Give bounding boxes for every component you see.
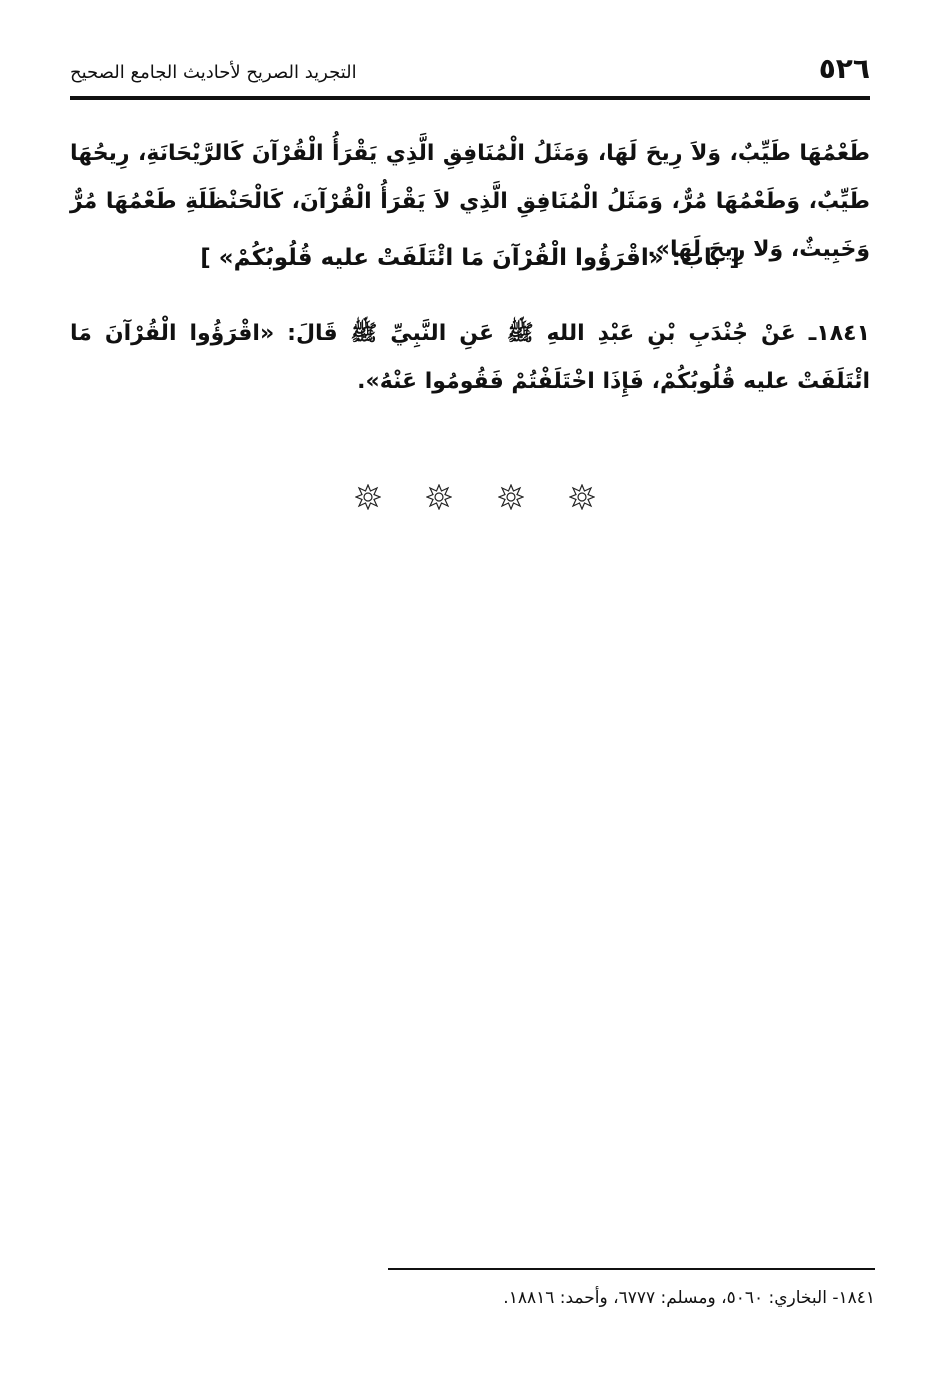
page-number: ٥٢٦ xyxy=(818,52,870,85)
footnote-rule xyxy=(388,1268,875,1270)
section-divider xyxy=(355,484,595,510)
running-title: التجريد الصريح لأحاديث الجامع الصحيح xyxy=(70,62,357,83)
star-flower-icon xyxy=(355,484,381,510)
star-flower-icon xyxy=(569,484,595,510)
hadith-number: ١٨٤١ـ xyxy=(808,321,870,346)
hadith-text: عَنْ جُنْدَبِ بْنِ عَبْدِ اللهِ ﷺ عَنِ النَّبِيِّ ﷺ قَالَ: «اقْرَؤُوا الْقُرْآنَ مَا ائْتَلَفَتْ عليه قُلُوبُكُمْ، فَإِذَا اخْتَلَفْتُمْ فَقُومُوا عَنْهُ». xyxy=(70,321,870,394)
hadith-paragraph xyxy=(70,310,870,406)
header-rule xyxy=(70,96,870,100)
footnote: ١٨٤١- البخاري: ٥٠٦٠، ومسلم: ٦٧٧٧، وأحمد: ١٨٨١٦. xyxy=(503,1288,875,1308)
star-flower-icon xyxy=(498,484,524,510)
continuation-paragraph: طَعْمُهَا طَيِّبٌ، وَلاَ رِيحَ لَهَا، وَمَثَلُ الْمُنَافِقِ الَّذِي يَقْرَأُ الْقُرْآنَ كَالرَّيْحَانَةِ، رِيحُهَا طَيِّبٌ، وَطَعْمُهَا مُرٌّ، وَمَثَلُ الْمُنَافِقِ الَّذِي لاَ يَقْرَأُ الْقُرْآنَ، كَالْحَنْظَلَةِ طَعْمُهَا مُرٌّ وَخَبِيثٌ، وَلا رِيحَ لَهَا». xyxy=(70,141,870,262)
star-flower-icon xyxy=(426,484,452,510)
section-heading: [ باب: «اقْرَؤُوا الْقُرْآنَ مَا ائْتَلَفَتْ عليه قُلُوبُكُمْ» ] xyxy=(200,245,740,271)
